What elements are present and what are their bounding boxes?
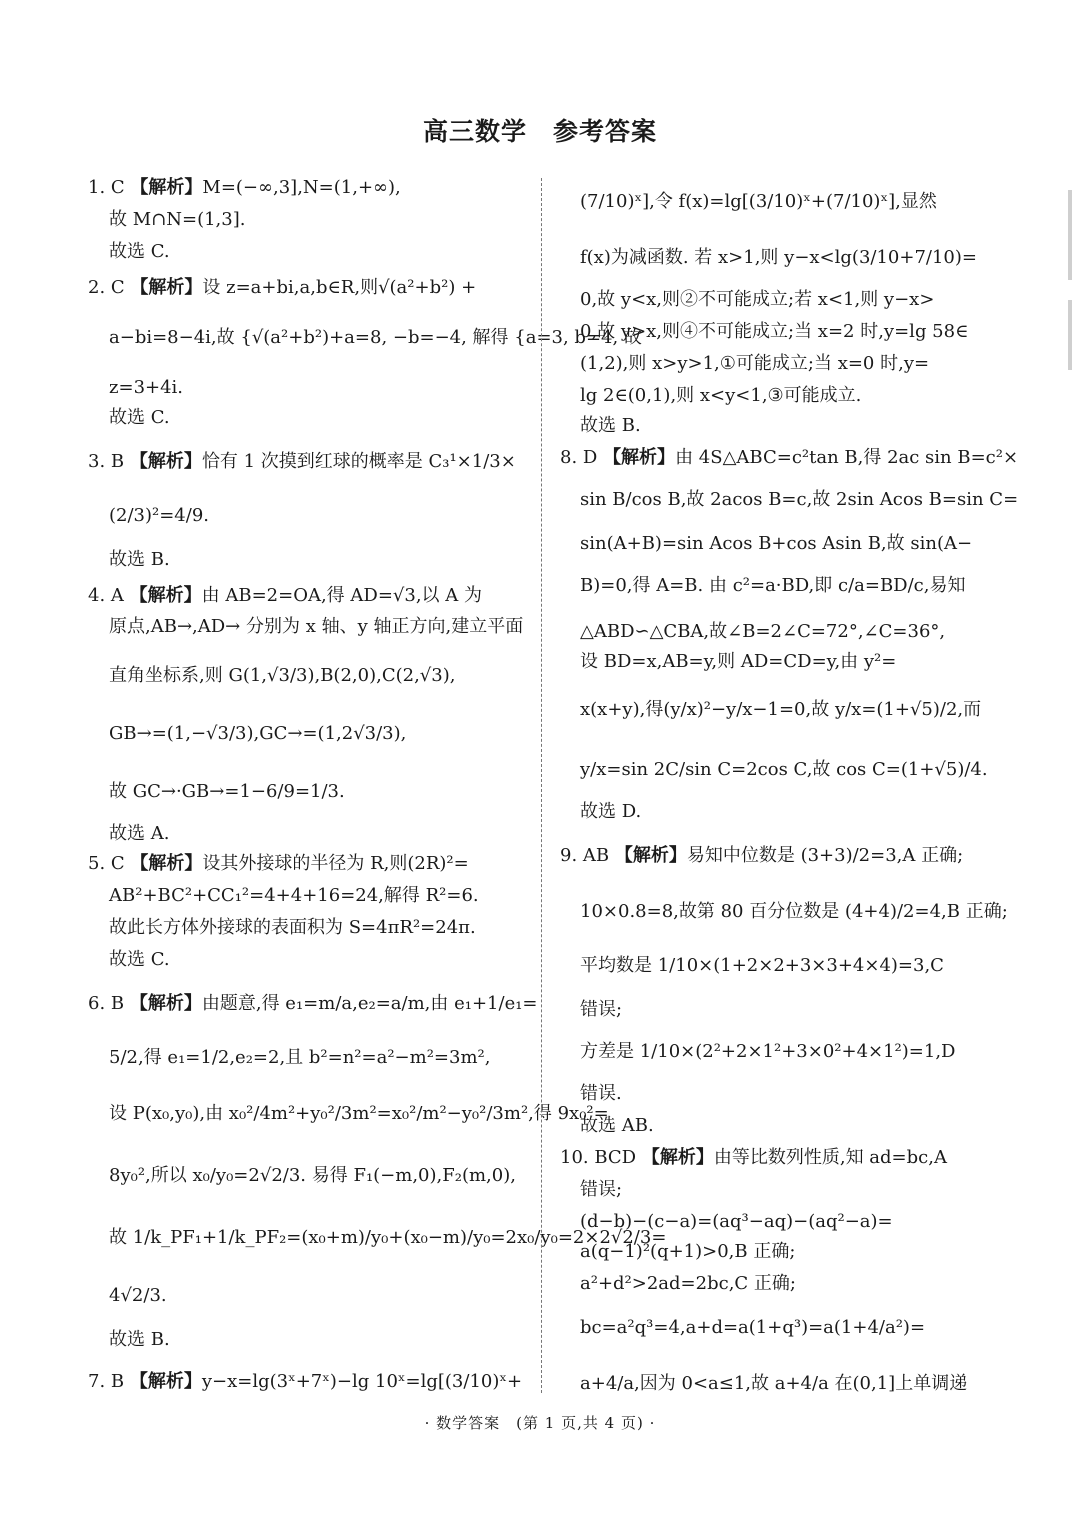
answer-text: 设 z=a+bi,a,b∈R,则√(a²+b²) + (202, 277, 477, 298)
answer-text: 故 M∩N=(1,3]. (109, 209, 246, 230)
question-number: 5. C (88, 853, 131, 874)
answer-text: lg 2∈(0,1),则 x<y<1,③可能成立. (580, 385, 862, 406)
answer-text: 8y₀²,所以 x₀/y₀=2√2/3. 易得 F₁(−m,0),F₂(m,0), (109, 1165, 516, 1186)
answer-line (88, 666, 528, 686)
answer-line (560, 652, 992, 672)
analysis-tag: 【解析】 (129, 451, 202, 472)
answer-text: △ABD∽△CBA,故∠B=2∠C=72°,∠C=36°, (580, 621, 946, 642)
answer-line (560, 1242, 992, 1262)
page-title: 高三数学 参考答案 (422, 117, 657, 146)
answer-text: (7/10)ˣ],令 f(x)=lg[(3/10)ˣ+(7/10)ˣ],显然 (580, 191, 937, 212)
answer-text: 0,故 y>x,则④不可能成立;当 x=2 时,y=lg 58∈ (580, 321, 969, 342)
answer-text: 故选 B. (109, 1329, 170, 1350)
answer-text: AB²+BC²+CC₁²=4+4+16=24,解得 R²=6. (109, 885, 479, 906)
answer-line (88, 408, 528, 428)
answer-text: 故选 B. (580, 415, 641, 436)
answer-line (560, 322, 992, 342)
answer-line (560, 386, 992, 406)
answer-text: x(x+y),得(y/x)²−y/x−1=0,故 y/x=(1+√5)/2,而 (580, 699, 982, 720)
answer-line (560, 956, 992, 976)
answer-line (88, 993, 538, 1014)
answer-line (560, 1374, 992, 1394)
answer-line (560, 901, 1008, 922)
answer-text: M=(−∞,3],N=(1,+∞), (202, 177, 401, 198)
answer-text: 故 1/k_PF₁+1/k_PF₂=(x₀+m)/y₀+(x₀−m)/y₀=2x₀/y₀=2×2√2/3= (109, 1227, 667, 1248)
answer-text: 故选 AB. (580, 1115, 654, 1136)
answer-line (88, 1103, 609, 1124)
answer-line (560, 1084, 992, 1104)
answer-text: GB→=(1,−√3/3),GC→=(1,2√3/3), (109, 723, 407, 744)
answer-text: 由 AB=2=OA,得 AD=√3,以 A 为 (201, 585, 482, 606)
analysis-tag: 【解析】 (641, 1147, 714, 1168)
page-footer: · 数学答案 (第 1 页,共 4 页) · (424, 1414, 656, 1432)
answer-line (88, 210, 528, 230)
answer-line (560, 1212, 992, 1232)
answer-text: 故 GC→·GB→=1−6/9=1/3. (109, 781, 345, 802)
answer-line (560, 1148, 992, 1168)
answer-line (88, 327, 642, 348)
answer-text: a+4/a,因为 0<a≤1,故 a+4/a 在(0,1]上单调递 (580, 1373, 968, 1394)
answer-line (88, 724, 528, 744)
answer-text: 恰有 1 次摸到红球的概率是 C₃¹×1/3× (201, 451, 516, 472)
answer-text: (d−b)−(c−a)=(aq³−aq)−(aq²−a)= (580, 1211, 893, 1232)
question-number: 6. B (88, 993, 130, 1014)
answer-line (88, 506, 528, 526)
scan-edge-mark (1068, 190, 1072, 280)
answer-line (560, 1180, 992, 1200)
answer-text: sin(A+B)=sin Acos B+cos Asin B,故 sin(A− (580, 533, 973, 554)
answer-line (560, 802, 992, 822)
answer-text: 5/2,得 e₁=1/2,e₂=2,且 b²=n²=a²−m²=3m², (109, 1047, 491, 1068)
answer-line (88, 918, 528, 938)
answer-line (560, 760, 992, 780)
answer-text: (1,2),则 x>y>1,①可能成立;当 x=0 时,y= (580, 353, 930, 374)
question-number: 2. C (88, 277, 131, 298)
answer-line (560, 846, 992, 866)
question-number: 3. B (88, 451, 130, 472)
answer-text: 错误; (580, 999, 623, 1020)
answer-text: 原点,AB→,AD→ 分别为 x 轴、y 轴正方向,建立平面 (109, 616, 524, 637)
answer-text: 易知中位数是 (3+3)/2=3,A 正确; (686, 845, 964, 866)
answer-text: 故此长方体外接球的表面积为 S=4πR²=24π. (109, 917, 476, 938)
answer-line (560, 1274, 992, 1294)
answer-text: 设 BD=x,AB=y,则 AD=CD=y,由 y²= (580, 651, 897, 672)
question-number: 4. A (88, 585, 130, 606)
answer-text: y−x=lg(3ˣ+7ˣ)−lg 10ˣ=lg[(3/10)ˣ+ (201, 1371, 523, 1392)
answer-text: bc=a²q³=4,a+d=a(1+q³)=a(1+4/a²)= (580, 1317, 926, 1338)
analysis-tag: 【解析】 (129, 993, 202, 1014)
answer-text: 错误; (580, 1179, 623, 1200)
answer-line (88, 782, 528, 802)
answer-line (88, 1330, 528, 1350)
answer-text: 直角坐标系,则 G(1,√3/3),B(2,0),C(2,√3), (109, 665, 456, 686)
answer-line (560, 354, 992, 374)
answer-line (88, 550, 528, 570)
column-divider (541, 178, 542, 1393)
answer-text: y/x=sin 2C/sin C=2cos C,故 cos C=(1+√5)/4. (580, 759, 988, 780)
answer-line (560, 1000, 992, 1020)
question-number: 1. C (88, 177, 131, 198)
answer-text: 由等比数列性质,知 ad=bc,A (713, 1147, 947, 1168)
answer-line (88, 1166, 528, 1186)
analysis-tag: 【解析】 (129, 585, 202, 606)
answer-text: sin B/cos B,故 2acos B=c,故 2sin Acos B=sin C= (580, 489, 1019, 510)
analysis-tag: 【解析】 (129, 1371, 202, 1392)
answer-line (88, 586, 528, 606)
answer-text: 10×0.8=8,故第 80 百分位数是 (4+4)/2=4,B 正确; (580, 901, 1008, 922)
answer-line (560, 1042, 992, 1062)
answer-line (560, 416, 992, 436)
answer-text: 故选 D. (580, 801, 642, 822)
answer-text: 设 P(x₀,y₀),由 x₀²/4m²+y₀²/3m²=x₀²/m²−y₀²/3m²,得 9x₀²= (109, 1103, 609, 1124)
answer-line (560, 290, 992, 310)
analysis-tag: 【解析】 (614, 845, 687, 866)
answer-text: 设其外接球的半径为 R,则(2R)²= (202, 853, 469, 874)
analysis-tag: 【解析】 (130, 277, 203, 298)
answer-text: a−bi=8−4i,故 {√(a²+b²)+a=8, −b=−4, 解得 {a=3, b=4, 故 (109, 327, 642, 348)
question-number: 8. D (560, 447, 604, 468)
analysis-tag: 【解析】 (130, 853, 203, 874)
question-number: 10. BCD (560, 1147, 642, 1168)
answer-text: a²+d²>2ad=2bc,C 正确; (580, 1273, 796, 1294)
answer-text: 方差是 1/10×(2²+2×1²+3×0²+4×1²)=1,D (580, 1041, 956, 1062)
answer-text: a(q−1)²(q+1)>0,B 正确; (580, 1241, 796, 1262)
answer-line (560, 1318, 992, 1338)
answer-line (560, 489, 1019, 510)
answer-line (560, 534, 992, 554)
answer-line (88, 178, 528, 198)
answer-line (88, 824, 528, 844)
answer-text: 故选 C. (109, 241, 170, 262)
question-number: 7. B (88, 1371, 130, 1392)
answer-text: z=3+4i. (109, 377, 184, 398)
answer-line (88, 617, 528, 637)
answer-line (88, 278, 528, 298)
answer-line (88, 886, 528, 906)
answer-line (560, 447, 1019, 468)
answer-text: 错误. (580, 1083, 622, 1104)
answer-line (560, 576, 992, 596)
answer-line (88, 242, 528, 262)
answer-line (560, 700, 992, 720)
answer-text: 故选 B. (109, 549, 170, 570)
answer-line (88, 1048, 528, 1068)
answer-line (88, 1372, 528, 1392)
answer-text: 由 4S△ABC=c²tan B,得 2ac sin B=c²× (675, 447, 1019, 468)
answer-line (88, 452, 528, 472)
answer-line (560, 192, 992, 212)
answer-text: 4√2/3. (109, 1285, 167, 1306)
answer-line (88, 1286, 528, 1306)
answer-line (88, 854, 528, 874)
answer-text: (2/3)²=4/9. (109, 505, 210, 526)
answer-text: 0,故 y<x,则②不可能成立;若 x<1,则 y−x> (580, 289, 935, 310)
answer-line (88, 378, 528, 398)
answer-line (560, 622, 992, 642)
answer-text: B)=0,得 A=B. 由 c²=a·BD,即 c/a=BD/c,易知 (580, 575, 966, 596)
analysis-tag: 【解析】 (130, 177, 203, 198)
answer-text: 故选 C. (109, 407, 170, 428)
answer-text: f(x)为减函数. 若 x>1,则 y−x<lg(3/10+7/10)= (580, 247, 977, 268)
answer-line (88, 950, 528, 970)
answer-line (560, 1116, 992, 1136)
answer-text: 由题意,得 e₁=m/a,e₂=a/m,由 e₁+1/e₁= (201, 993, 538, 1014)
answer-text: 故选 A. (109, 823, 170, 844)
answer-text: 故选 C. (109, 949, 170, 970)
analysis-tag: 【解析】 (603, 447, 676, 468)
answer-line (88, 1227, 667, 1248)
scan-edge-mark (1068, 300, 1072, 370)
answer-text: 平均数是 1/10×(1+2×2+3×3+4×4)=3,C (580, 955, 944, 976)
answer-line (560, 248, 992, 268)
question-number: 9. AB (560, 845, 615, 866)
